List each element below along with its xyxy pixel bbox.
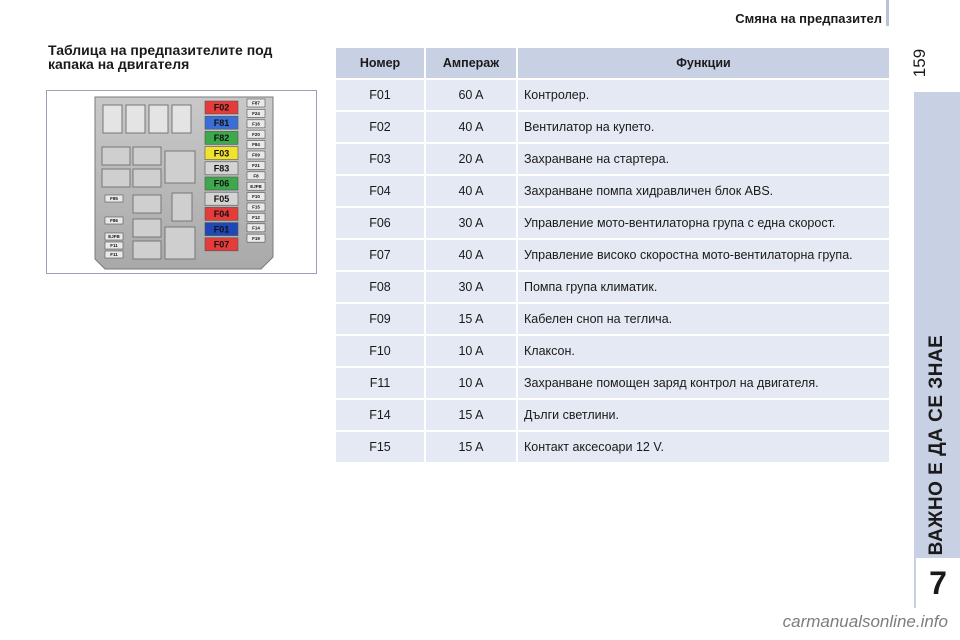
side-fuse-label: F20 <box>252 131 260 137</box>
left-fuse-label: F11 <box>110 252 118 258</box>
table-header-row <box>336 48 889 78</box>
table-row <box>336 432 889 462</box>
table-row <box>336 400 889 430</box>
fuse-function-cell: Захранване помощен заряд контрол на двигателя. <box>518 368 889 398</box>
main-fuse-label: F82 <box>213 133 230 144</box>
side-fuse-label: F12 <box>252 215 260 221</box>
left-fuse-label: EJFB <box>108 234 120 240</box>
fuse-number-cell: F11 <box>336 368 424 398</box>
relay-slot <box>133 241 161 259</box>
chapter-number: 7 <box>914 558 960 608</box>
relay-slot <box>165 227 195 259</box>
fuse-number-cell: F03 <box>336 144 424 174</box>
fuse-function-cell: Вентилатор на купето. <box>518 112 889 142</box>
relay-slot <box>133 219 161 237</box>
relay-slot <box>165 151 195 183</box>
side-fuse-label: F87 <box>252 100 260 106</box>
fuse-amperage-cell: 15 A <box>426 400 516 430</box>
main-fuse-label: F03 <box>213 148 230 159</box>
side-fuse-label: F10 <box>252 194 260 200</box>
table-row <box>336 240 889 270</box>
table-row <box>336 272 889 302</box>
fuse-box-svg <box>47 91 316 273</box>
fuse-number-cell: F09 <box>336 304 424 334</box>
fuse-box-diagram <box>46 90 317 274</box>
fuse-function-cell: Кабелен сноп на теглича. <box>518 304 889 334</box>
left-fuse-label: F11 <box>110 243 118 249</box>
fuse-number-cell: F01 <box>336 80 424 110</box>
side-fuse-label: F19 <box>252 235 260 241</box>
fuse-number-cell: F10 <box>336 336 424 366</box>
fuse-function-cell: Помпа група климатик. <box>518 272 889 302</box>
main-fuse-label: F04 <box>213 209 230 220</box>
table-row <box>336 304 889 334</box>
fuse-amperage-cell: 30 A <box>426 208 516 238</box>
chapter-side-label-wrap <box>914 330 960 560</box>
left-fuse-label: F86 <box>110 218 118 224</box>
relay-slot <box>102 147 130 165</box>
header-divider <box>886 0 889 26</box>
side-fuse-label: F15 <box>252 204 260 210</box>
table-row <box>336 368 889 398</box>
relay-slot <box>133 195 161 213</box>
main-fuse-label: F83 <box>213 163 230 174</box>
fuse-function-cell: Захранване помпа хидравличен блок ABS. <box>518 176 889 206</box>
section-title: Таблица на предпазителите под капака на двигателя <box>48 42 273 72</box>
fuse-amperage-cell: 30 A <box>426 272 516 302</box>
fuse-function-cell: Контролер. <box>518 80 889 110</box>
fuse-number-cell: F08 <box>336 272 424 302</box>
table-row <box>336 208 889 238</box>
fuse-amperage-cell: 15 A <box>426 432 516 462</box>
fuse-table <box>334 46 891 464</box>
relay-slot <box>126 105 145 133</box>
fuse-function-cell: Дълги светлини. <box>518 400 889 430</box>
fuse-amperage-cell: 60 A <box>426 80 516 110</box>
fuse-number-cell: F04 <box>336 176 424 206</box>
left-fuse-label: F85 <box>110 196 118 202</box>
relay-slot <box>103 105 122 133</box>
watermark: carmanualsonline.info <box>782 612 948 631</box>
table-row <box>336 80 889 110</box>
table-row <box>336 176 889 206</box>
relay-slot <box>133 169 161 187</box>
fuse-number-cell: F07 <box>336 240 424 270</box>
column-header-number: Номер <box>336 48 424 78</box>
side-fuse-label: F09 <box>252 152 260 158</box>
fuse-function-cell: Клаксон. <box>518 336 889 366</box>
chapter-side-label: ВАЖНО Е ДА СЕ ЗНАЕ <box>926 334 947 556</box>
column-header-functions: Функции <box>518 48 889 78</box>
side-fuse-label: F14 <box>252 225 260 231</box>
side-fuse-label: F84 <box>252 142 260 148</box>
column-header-amperage: Ампераж <box>426 48 516 78</box>
relay-slot <box>172 193 192 221</box>
fuse-amperage-cell: 10 A <box>426 336 516 366</box>
side-fuse-label: F16 <box>252 121 260 127</box>
main-fuse-label: F06 <box>213 178 230 189</box>
fuse-function-cell: Управление мото-вентилаторна група с една скорост. <box>518 208 889 238</box>
table-row <box>336 112 889 142</box>
fuse-function-cell: Контакт аксесоари 12 V. <box>518 432 889 462</box>
fuse-amperage-cell: 40 A <box>426 112 516 142</box>
fuse-function-cell: Управление високо скоростна мото-вентилаторна група. <box>518 240 889 270</box>
fuse-number-cell: F14 <box>336 400 424 430</box>
fuse-amperage-cell: 20 A <box>426 144 516 174</box>
side-fuse-label: EJFB <box>250 183 262 189</box>
main-fuse-label: F07 <box>213 239 230 250</box>
fuse-number-cell: F15 <box>336 432 424 462</box>
relay-slot <box>102 169 130 187</box>
side-fuse-label: F21 <box>252 163 260 169</box>
table-row <box>336 144 889 174</box>
fuse-number-cell: F06 <box>336 208 424 238</box>
fuse-function-cell: Захранване на стартера. <box>518 144 889 174</box>
main-fuse-label: F05 <box>213 193 230 204</box>
fuse-number-cell: F02 <box>336 112 424 142</box>
relay-slot <box>133 147 161 165</box>
side-fuse-label: F24 <box>252 111 260 117</box>
fuse-amperage-cell: 40 A <box>426 240 516 270</box>
fuse-amperage-cell: 10 A <box>426 368 516 398</box>
main-fuse-label: F81 <box>213 117 230 128</box>
main-fuse-label: F02 <box>213 102 230 113</box>
header-title: Смяна на предпазител <box>735 11 882 26</box>
fuse-amperage-cell: 40 A <box>426 176 516 206</box>
table-row <box>336 336 889 366</box>
relay-slot <box>172 105 191 133</box>
relay-slot <box>149 105 168 133</box>
main-fuse-label: F01 <box>213 224 230 235</box>
page-number: 159 <box>910 48 929 78</box>
fuse-amperage-cell: 15 A <box>426 304 516 334</box>
side-fuse-label: F8 <box>253 173 259 179</box>
